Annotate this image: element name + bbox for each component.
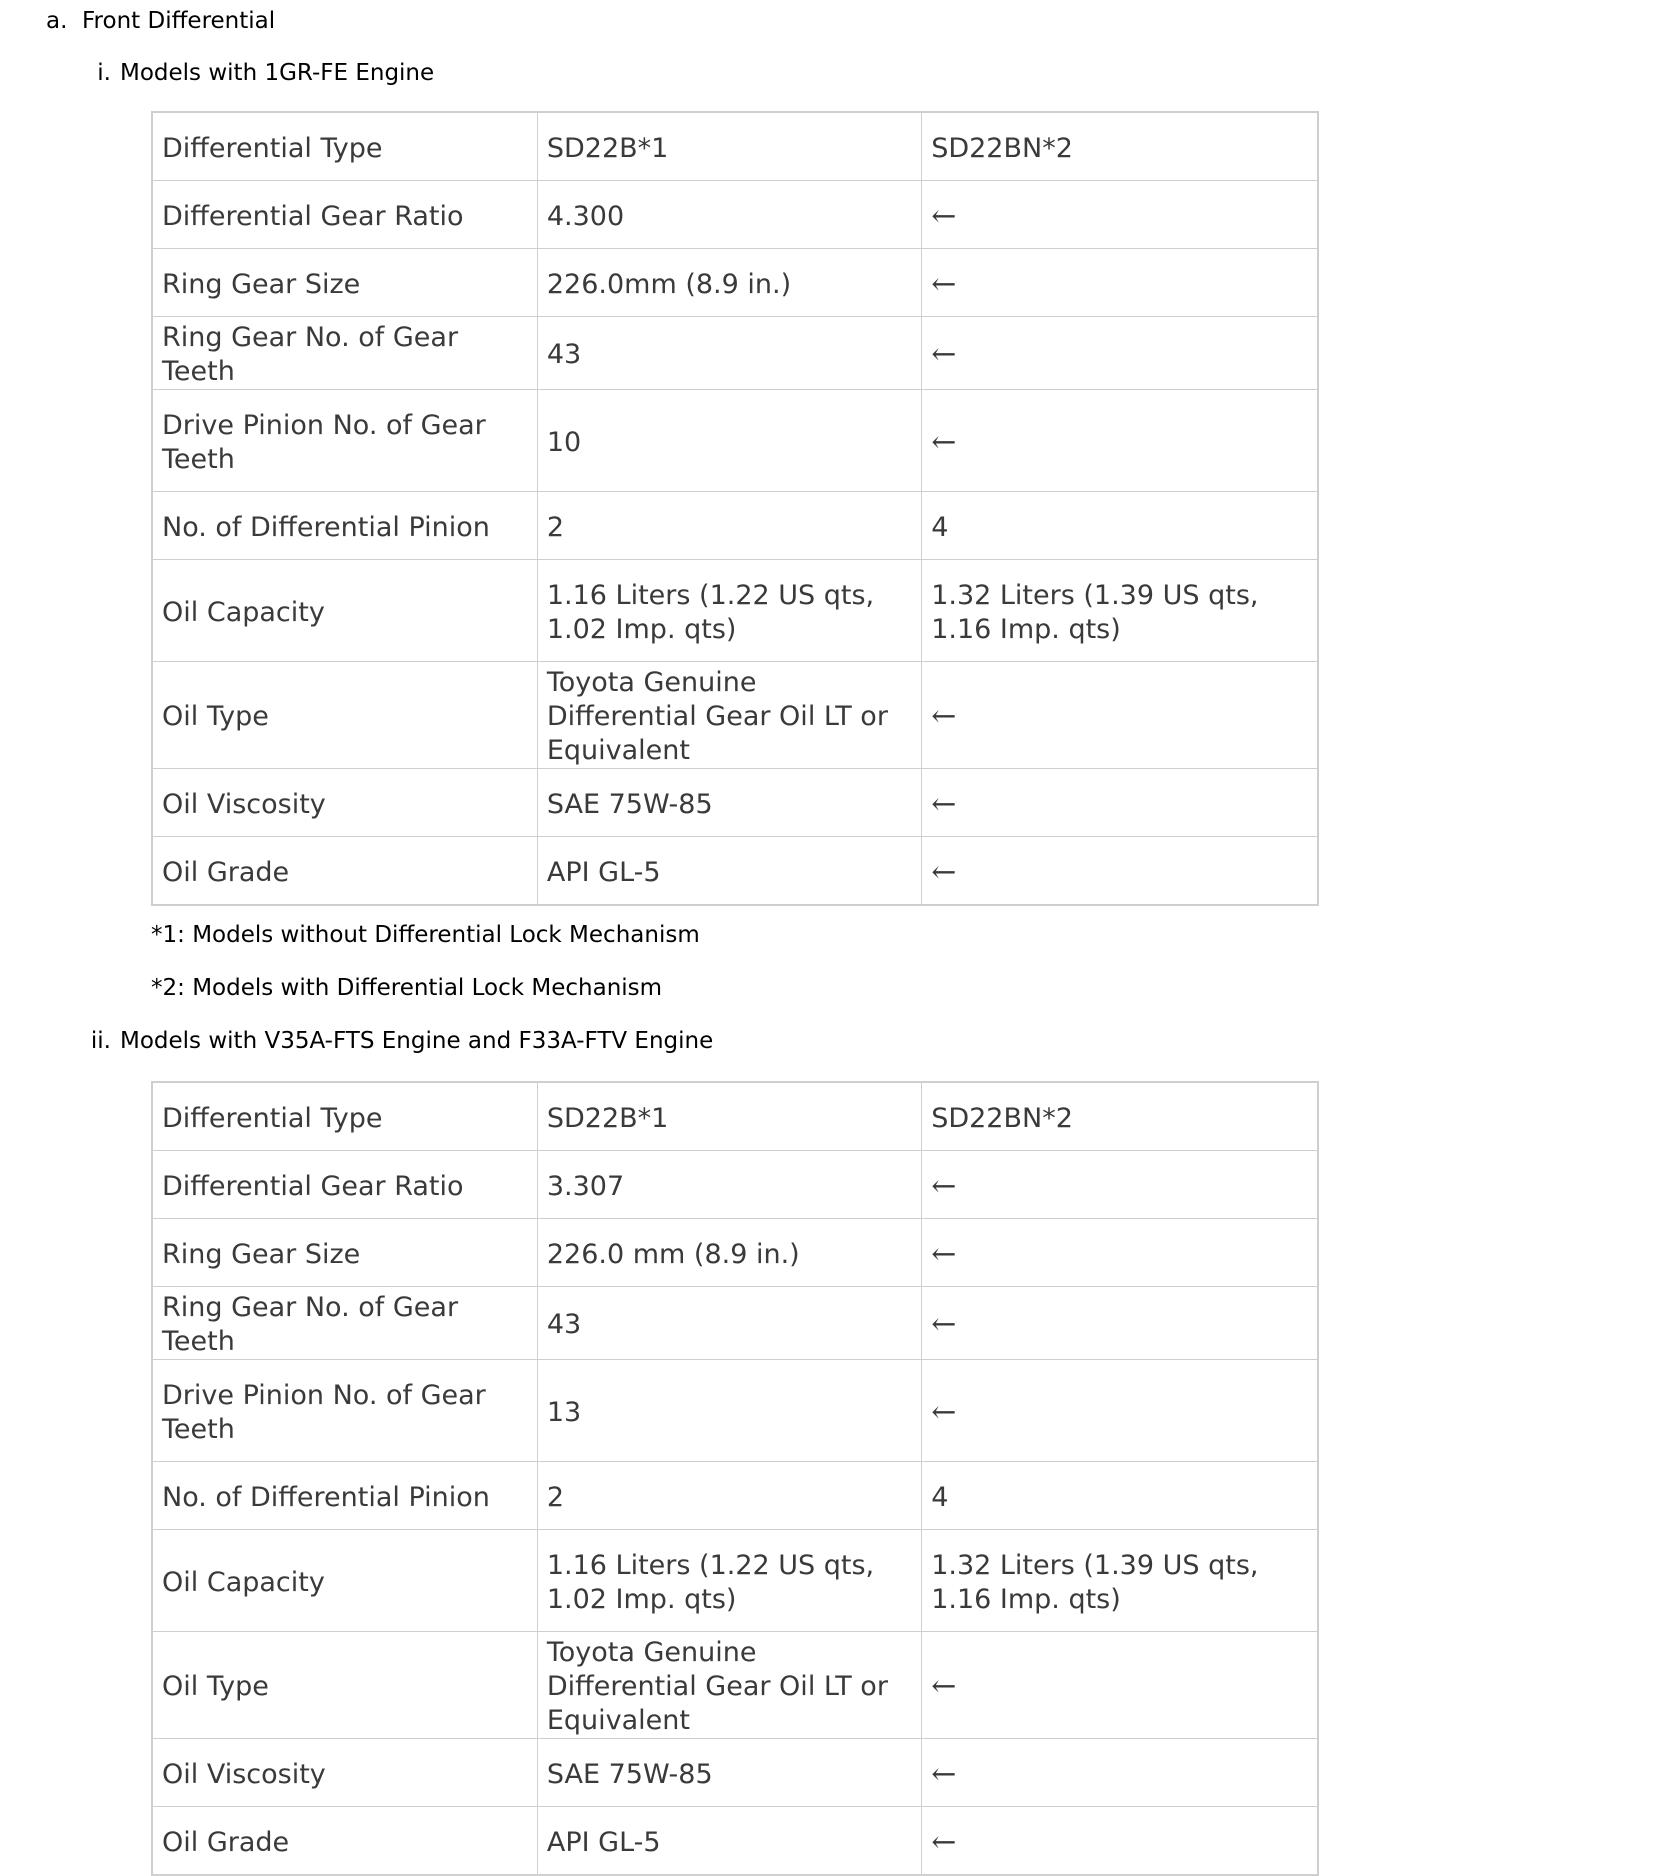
table-row-gear-ratio <box>152 181 1318 249</box>
table-row-ring-gear-teeth <box>152 1287 1318 1360</box>
table-row-differential-pinion <box>152 1462 1318 1530</box>
table-row-oil-capacity <box>152 560 1318 662</box>
row-label: Drive Pinion No. of Gear Teeth <box>152 1360 537 1462</box>
spec-table-1gr-fe <box>151 111 1319 906</box>
cell-value: SD22B*1 <box>537 1082 921 1151</box>
spec-table-v35a-f33a <box>151 1081 1319 1876</box>
same-as-left-arrow-icon: ← <box>922 1151 1318 1219</box>
cell-value: 1.16 Liters (1.22 US qts, 1.02 Imp. qts) <box>537 1530 921 1632</box>
cell-value: 13 <box>537 1360 921 1462</box>
table-row-oil-type <box>152 1632 1318 1739</box>
row-label: Oil Viscosity <box>152 1739 537 1807</box>
cell-value: 4.300 <box>537 181 921 249</box>
row-label: Oil Capacity <box>152 560 537 662</box>
same-as-left-arrow-icon: ← <box>922 837 1318 906</box>
cell-value: SAE 75W-85 <box>537 1739 921 1807</box>
subsection-title: Models with 1GR-FE Engine <box>120 60 435 86</box>
cell-value: SAE 75W-85 <box>537 769 921 837</box>
subsection-marker: ii. <box>90 1028 111 1054</box>
row-label: Ring Gear No. of Gear Teeth <box>152 317 537 390</box>
same-as-left-arrow-icon: ← <box>922 317 1318 390</box>
cell-value: 4 <box>922 492 1318 560</box>
table-row-oil-viscosity <box>152 1739 1318 1807</box>
same-as-left-arrow-icon: ← <box>922 1632 1318 1739</box>
subsection-title: Models with V35A-FTS Engine and F33A-FTV Engine <box>120 1028 714 1054</box>
table-row-drive-pinion-teeth <box>152 390 1318 492</box>
cell-value: 2 <box>537 1462 921 1530</box>
table-row-differential-pinion <box>152 492 1318 560</box>
row-label: Differential Gear Ratio <box>152 181 537 249</box>
table-row-ring-gear-size <box>152 249 1318 317</box>
same-as-left-arrow-icon: ← <box>922 1807 1318 1876</box>
section-title: Front Differential <box>82 8 276 34</box>
cell-value: Toyota Genuine Differential Gear Oil LT or Equivalent <box>537 1632 921 1739</box>
section-heading-front-differential <box>46 4 275 38</box>
table-row-drive-pinion-teeth <box>152 1360 1318 1462</box>
row-label: Ring Gear No. of Gear Teeth <box>152 1287 537 1360</box>
cell-value: 2 <box>537 492 921 560</box>
row-label: No. of Differential Pinion <box>152 492 537 560</box>
subsection-heading-1gr-fe <box>79 56 434 90</box>
table-row-oil-grade <box>152 1807 1318 1876</box>
row-label: Oil Viscosity <box>152 769 537 837</box>
cell-value: SD22B*1 <box>537 112 921 181</box>
row-label: Oil Type <box>152 662 537 769</box>
table-row-oil-type <box>152 662 1318 769</box>
cell-value: API GL-5 <box>537 837 921 906</box>
same-as-left-arrow-icon: ← <box>922 1219 1318 1287</box>
same-as-left-arrow-icon: ← <box>922 181 1318 249</box>
row-label: Oil Capacity <box>152 1530 537 1632</box>
cell-value: API GL-5 <box>537 1807 921 1876</box>
table-row-differential-type <box>152 1082 1318 1151</box>
cell-value: SD22BN*2 <box>922 1082 1318 1151</box>
row-label: Oil Type <box>152 1632 537 1739</box>
row-label: Differential Type <box>152 112 537 181</box>
subsection-marker: i. <box>97 60 111 86</box>
table-row-oil-grade <box>152 837 1318 906</box>
table-row-gear-ratio <box>152 1151 1318 1219</box>
cell-value: 1.16 Liters (1.22 US qts, 1.02 Imp. qts) <box>537 560 921 662</box>
cell-value: 43 <box>537 317 921 390</box>
cell-value: Toyota Genuine Differential Gear Oil LT or Equivalent <box>537 662 921 769</box>
cell-value: 226.0mm (8.9 in.) <box>537 249 921 317</box>
cell-value: 4 <box>922 1462 1318 1530</box>
row-label: Ring Gear Size <box>152 1219 537 1287</box>
table-row-oil-viscosity <box>152 769 1318 837</box>
row-label: Drive Pinion No. of Gear Teeth <box>152 390 537 492</box>
same-as-left-arrow-icon: ← <box>922 1287 1318 1360</box>
table-row-ring-gear-size <box>152 1219 1318 1287</box>
row-label: Differential Gear Ratio <box>152 1151 537 1219</box>
row-label: Oil Grade <box>152 1807 537 1876</box>
row-label: Differential Type <box>152 1082 537 1151</box>
same-as-left-arrow-icon: ← <box>922 662 1318 769</box>
same-as-left-arrow-icon: ← <box>922 1739 1318 1807</box>
row-label: Ring Gear Size <box>152 249 537 317</box>
cell-value: SD22BN*2 <box>922 112 1318 181</box>
row-label: No. of Differential Pinion <box>152 1462 537 1530</box>
table-row-differential-type <box>152 112 1318 181</box>
cell-value: 3.307 <box>537 1151 921 1219</box>
same-as-left-arrow-icon: ← <box>922 769 1318 837</box>
cell-value: 1.32 Liters (1.39 US qts, 1.16 Imp. qts) <box>922 560 1318 662</box>
cell-value: 43 <box>537 1287 921 1360</box>
cell-value: 226.0 mm (8.9 in.) <box>537 1219 921 1287</box>
footnote-1: *1: Models without Differential Lock Mechanism <box>151 922 700 948</box>
cell-value: 1.32 Liters (1.39 US qts, 1.16 Imp. qts) <box>922 1530 1318 1632</box>
table-row-ring-gear-teeth <box>152 317 1318 390</box>
subsection-heading-v35a-f33a <box>79 1024 713 1058</box>
same-as-left-arrow-icon: ← <box>922 1360 1318 1462</box>
table-row-oil-capacity <box>152 1530 1318 1632</box>
section-marker: a. <box>46 8 68 34</box>
same-as-left-arrow-icon: ← <box>922 390 1318 492</box>
row-label: Oil Grade <box>152 837 537 906</box>
cell-value: 10 <box>537 390 921 492</box>
footnote-2: *2: Models with Differential Lock Mechanism <box>151 975 663 1001</box>
same-as-left-arrow-icon: ← <box>922 249 1318 317</box>
